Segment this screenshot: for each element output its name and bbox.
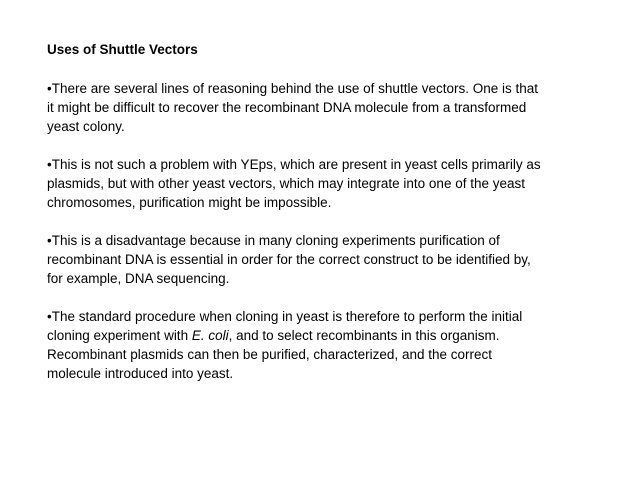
paragraph-line [47,326,627,345]
paragraph-line: recombinant DNA is essential in order for the correct construct to be identified by, [47,252,531,267]
paragraph-disadvantage [47,231,627,288]
paragraph-line: •This is a disadvantage because in many cloning experiments purification of [47,233,500,248]
text-segment: cloning experiment with [47,328,192,343]
paragraph-line: •The standard procedure when cloning in yeast is therefore to perform the initial [47,309,523,324]
slide-content [47,40,627,402]
text-segment: , and to select recombinants in this organism. [228,328,500,343]
paragraph-line: chromosomes, purification might be impossible. [47,195,332,210]
paragraph-line: Recombinant plasmids can then be purified, characterized, and the correct [47,347,492,362]
organism-name-italic: E. coli [191,328,229,343]
paragraph-line: molecule introduced into yeast. [47,366,234,381]
slide-title: Uses of Shuttle Vectors [47,42,198,57]
paragraph-reasoning [47,79,627,136]
paragraph-line: for example, DNA sequencing. [47,271,230,286]
paragraph-line: plasmids, but with other yeast vectors, which may integrate into one of the yeast [47,176,525,191]
paragraph-line: •There are several lines of reasoning behind the use of shuttle vectors. One is that [47,81,539,96]
paragraph-procedure [47,307,627,383]
paragraph-yeps [47,155,627,212]
paragraph-line: yeast colony. [47,119,125,134]
paragraph-line: •This is not such a problem with YEps, which are present in yeast cells primarily as [47,157,541,172]
paragraph-line: it might be difficult to recover the recombinant DNA molecule from a transformed [47,100,527,115]
